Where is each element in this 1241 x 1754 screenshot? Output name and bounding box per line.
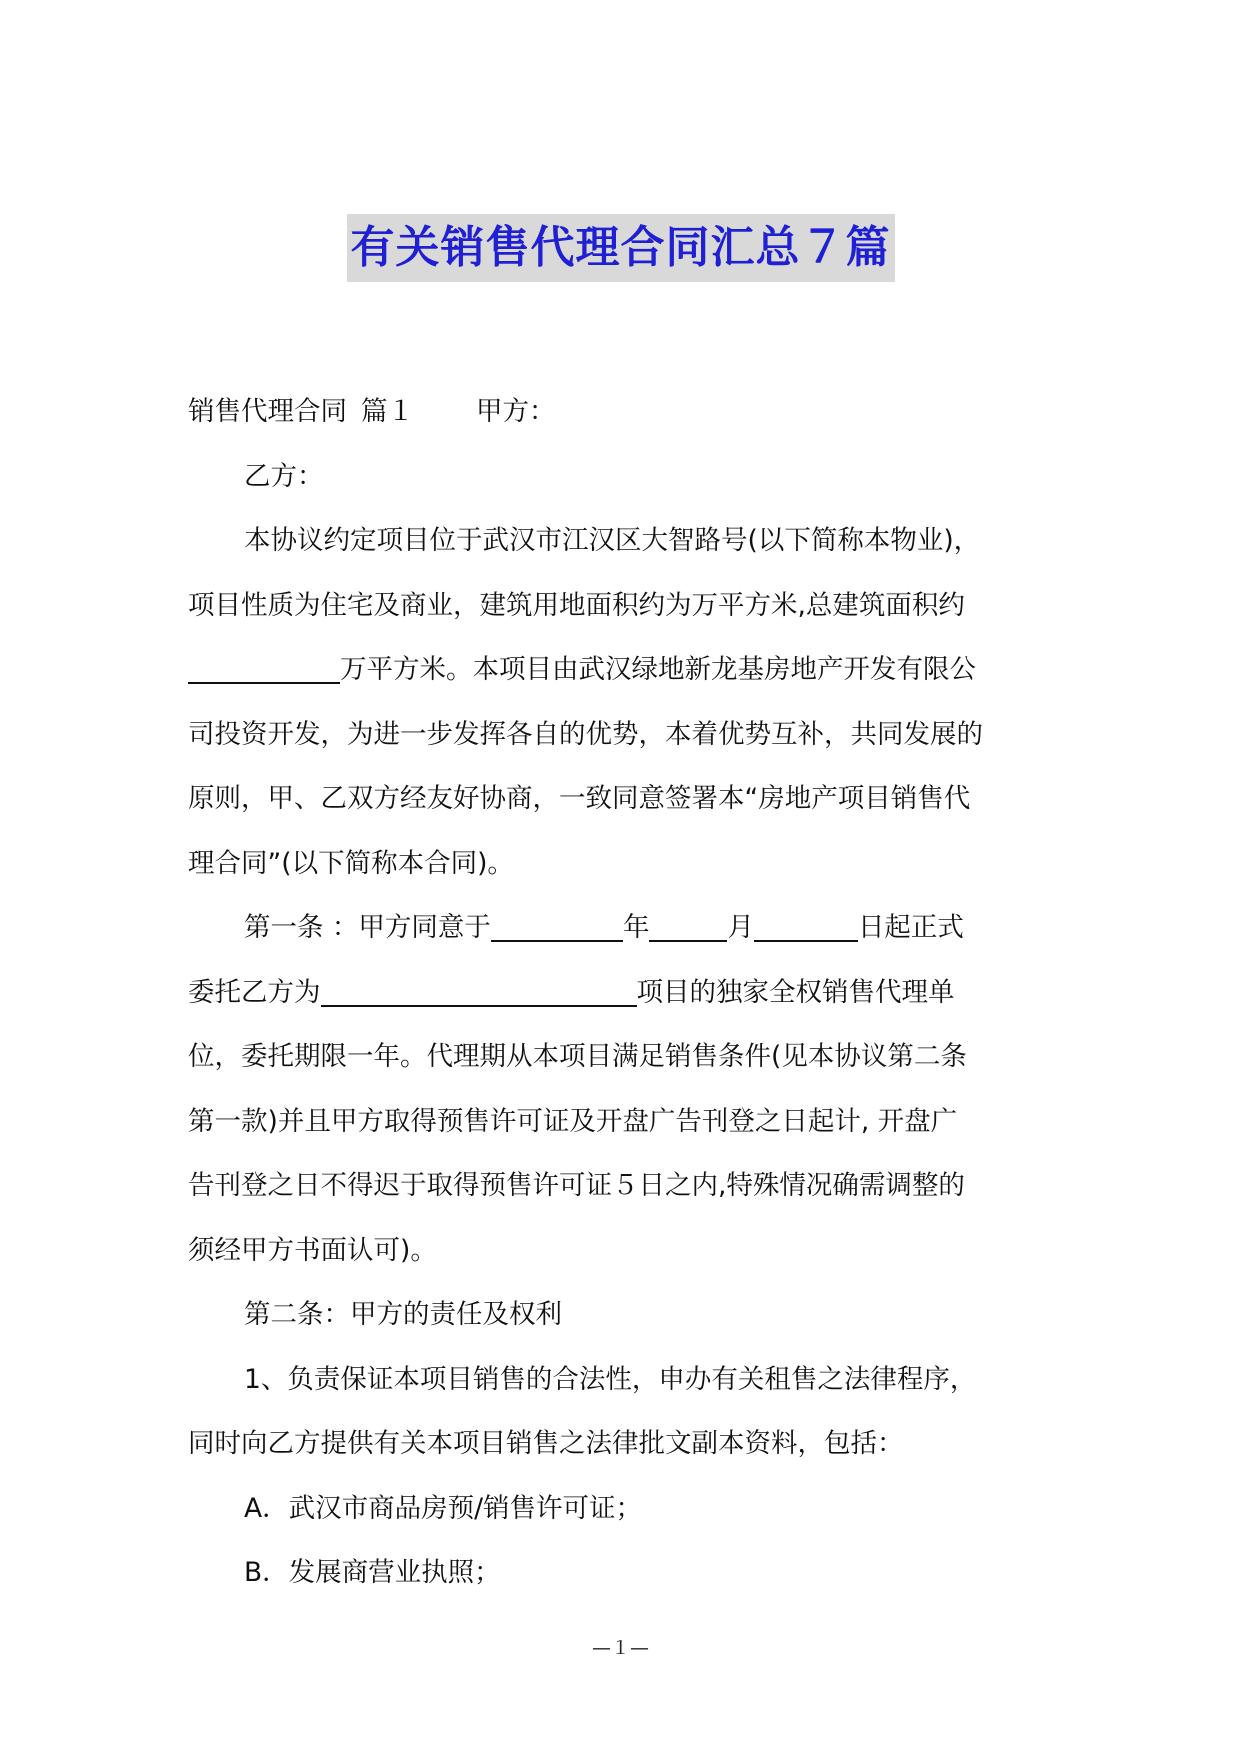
entrust-text: 委托乙方为 — [188, 976, 321, 1008]
project-blank — [321, 975, 637, 1007]
article-1-line: 告刊登之日不得迟于取得预售许可证５日之内,特殊情况确需调整的 — [188, 1170, 965, 1201]
document-body — [188, 380, 1054, 1606]
article-1-line — [188, 961, 1054, 1026]
article-2-line: 同时向乙方提供有关本项目销售之法律批文副本资料，包括： — [188, 1428, 904, 1459]
list-item-b: B．发展商营业执照； — [244, 1557, 501, 1588]
article-2 — [188, 1283, 1054, 1606]
intro-line: 本协议约定项目位于武汉市江汉区大智路号(以下简称本物业)， — [244, 525, 981, 556]
intro-line: 原则，甲、乙双方经友好协商，一致同意签署本“房地产项目销售代 — [188, 783, 971, 814]
intro-paragraph — [188, 509, 1054, 896]
article-1-line: 位，委托期限一年。代理期从本项目满足销售条件(见本协议第二条 — [188, 1041, 967, 1072]
day-label: 日起正式 — [857, 912, 964, 943]
article-2-heading: 第二条：甲方的责任及权利 — [244, 1299, 562, 1330]
section-number: 篇１ — [361, 396, 414, 427]
article-1-lead: 第一条 ：甲方同意于 — [244, 912, 491, 943]
article-1-line: 第一款)并且甲方取得预售许可证及开盘广告刊登之日起计, 开盘广 — [188, 1105, 958, 1137]
list-item-a: A．武汉市商品房预/销售许可证； — [244, 1492, 643, 1524]
intro-line: 理合同”(以下简称本合同)。 — [188, 847, 514, 879]
contract-heading-line — [188, 380, 1054, 445]
page-number: —１— — [591, 1637, 649, 1659]
day-blank — [754, 910, 858, 942]
intro-line: 司投资开发，为进一步发挥各自的优势，本着优势互补，共同发展的 — [188, 718, 983, 750]
document-title: 有关销售代理合同汇总７篇 — [347, 214, 895, 282]
article-1-line — [188, 896, 1054, 961]
year-blank — [491, 910, 623, 942]
article-2-line: 1、负责保证本项目销售的合法性，申办有关租售之法律程序， — [244, 1363, 977, 1395]
article-1 — [188, 896, 1054, 1283]
month-blank — [649, 910, 727, 942]
role-text: 项目的独家全权销售代理单 — [636, 976, 955, 1008]
party-b-label: 乙方： — [244, 460, 324, 492]
intro-line-text: 万平方米。本项目由武汉绿地新龙基房地产开发有限公 — [340, 654, 976, 685]
fill-blank — [188, 652, 340, 684]
intro-line — [188, 638, 1054, 703]
contract-label: 销售代理合同 — [188, 396, 347, 427]
year-label: 年 — [622, 912, 650, 943]
title-container — [0, 214, 1241, 282]
month-label: 月 — [727, 912, 754, 943]
intro-line: 项目性质为住宅及商业，建筑用地面积约为万平方米,总建筑面积约 — [188, 589, 965, 621]
article-1-line: 须经甲方书面认可)。 — [188, 1234, 437, 1266]
party-a-label: 甲方： — [476, 396, 556, 427]
